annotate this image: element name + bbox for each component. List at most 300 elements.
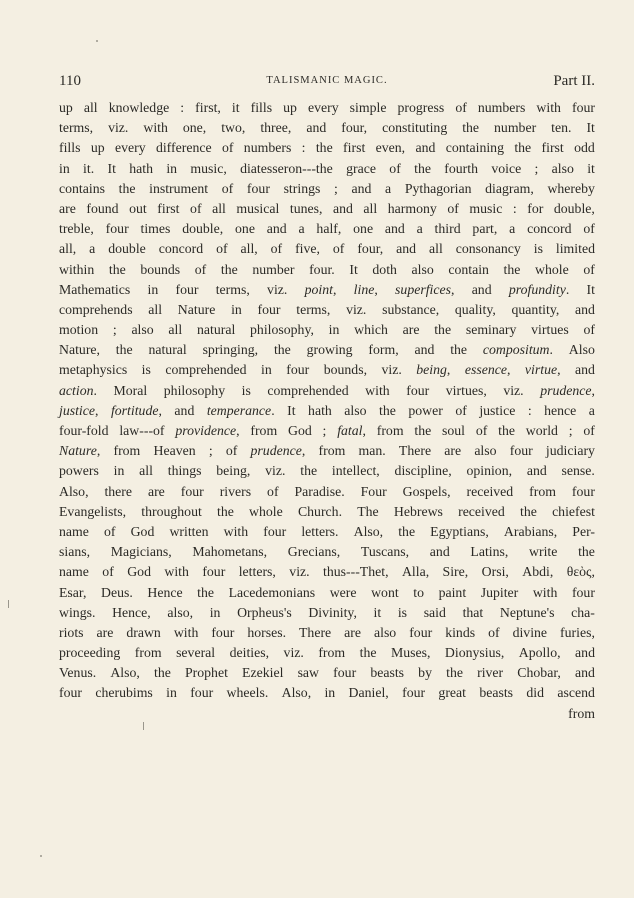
word: in [147, 281, 159, 297]
word: and [575, 301, 595, 317]
word [59, 381, 97, 401]
word: , [332, 281, 337, 297]
scan-speck [96, 40, 98, 42]
word: wings. [59, 604, 96, 620]
word: cha- [571, 604, 595, 620]
word: θεὸς, [566, 564, 595, 580]
word: of [475, 423, 488, 438]
word: all, [240, 241, 258, 257]
word: saw [297, 665, 320, 681]
word: drawn [126, 624, 161, 640]
word: four [572, 100, 595, 115]
word: horses. [247, 624, 287, 640]
word: it [231, 100, 240, 115]
word: contain [448, 261, 489, 277]
word: Egyptians, [430, 523, 489, 539]
word: proceeding [59, 645, 121, 661]
word: Nature, [59, 342, 100, 358]
word: one, [182, 120, 207, 136]
word: It [287, 402, 296, 418]
word [59, 441, 100, 461]
italic-word: essence [464, 362, 507, 378]
word: the [498, 423, 515, 438]
word: opinion, [466, 463, 513, 479]
word [465, 360, 511, 380]
word: music [469, 200, 503, 216]
word: , [236, 423, 240, 438]
word: harmony [387, 200, 437, 216]
word: the [520, 503, 537, 519]
word [111, 401, 162, 421]
word: two, [221, 120, 246, 136]
word: of [455, 402, 467, 418]
word: with [173, 624, 199, 640]
word: of [270, 241, 283, 257]
word: substance, [382, 301, 440, 317]
word: first [541, 140, 564, 156]
word: are [96, 624, 114, 640]
word: sians, [59, 544, 91, 560]
word: of [332, 241, 345, 257]
word: form, [368, 342, 399, 358]
word: for [527, 200, 544, 216]
word: all [363, 200, 378, 216]
word: Also, [110, 665, 140, 681]
word: Church. [297, 503, 343, 519]
word: soul [442, 423, 466, 438]
text-line [59, 280, 595, 300]
word: the [197, 584, 215, 600]
word: and [526, 463, 547, 479]
word: received [458, 503, 505, 519]
word: Also, [281, 685, 312, 701]
word: hath [308, 402, 332, 418]
italic-word: temperance [206, 402, 272, 418]
word: metaphysics [59, 362, 128, 378]
word: diatesseron---the [240, 160, 333, 176]
text-line [59, 663, 595, 683]
word: and [306, 120, 327, 136]
word: motion [59, 322, 99, 338]
italic-word: line [353, 281, 375, 297]
word: God [287, 423, 312, 438]
text-line [59, 482, 595, 502]
word: Moral [113, 382, 148, 398]
word: tunes, [289, 200, 323, 216]
word: letters, [238, 564, 276, 580]
word: every [114, 140, 146, 156]
word: , [557, 362, 561, 378]
word: four, [341, 120, 368, 136]
word: numbers [477, 100, 526, 115]
word: from [529, 483, 556, 499]
word: , [95, 402, 99, 418]
text-line [59, 542, 595, 562]
word: four [509, 443, 533, 459]
word: sense. [561, 463, 595, 479]
word: river [477, 665, 504, 681]
word: rivers [219, 483, 252, 499]
word: ; [534, 160, 539, 176]
word: It [586, 120, 595, 136]
word: fourth [444, 160, 478, 176]
word: concord [527, 221, 572, 237]
word: from [376, 423, 404, 438]
word: containing [445, 140, 504, 156]
word: from [318, 645, 346, 661]
word: first [157, 200, 180, 216]
word: it [373, 604, 382, 620]
word: viz. [381, 362, 402, 378]
word: write [529, 544, 558, 560]
word: beasts [479, 685, 514, 701]
word: the [115, 342, 133, 358]
word: : [301, 140, 306, 156]
text-line [59, 562, 595, 582]
word: intellect, [331, 463, 380, 479]
word: grace [346, 160, 376, 176]
word: half, [316, 221, 342, 237]
text-line [59, 219, 595, 239]
word: one [235, 221, 255, 237]
word: also [344, 402, 367, 418]
word: of [488, 624, 500, 640]
word: quantity, [511, 301, 560, 317]
word: four [257, 301, 281, 317]
word: Hebrews [393, 503, 443, 519]
word: Grecians, [287, 544, 341, 560]
word: is [141, 362, 151, 378]
word: of [194, 261, 207, 277]
word: . [565, 281, 570, 297]
word: concord [158, 241, 204, 257]
word: viz. [283, 645, 304, 661]
word: of [190, 200, 202, 216]
word: four-fold [59, 423, 109, 438]
word: ; [334, 180, 338, 196]
word: It [349, 261, 358, 277]
word: Sire, [442, 564, 469, 580]
word: found [86, 200, 119, 216]
word: written [169, 523, 209, 539]
word: and [415, 140, 436, 156]
word: several [176, 645, 216, 661]
word: Latins, [470, 544, 509, 560]
word: Also, [59, 483, 89, 499]
word: Pythagorian [404, 180, 472, 196]
word: Mathematics [59, 281, 131, 297]
word: with [532, 584, 558, 600]
word: are [344, 624, 361, 640]
word: of [583, 221, 595, 237]
word: voice [491, 160, 522, 176]
word: number [252, 261, 295, 277]
word: wont [371, 584, 399, 600]
word: in [166, 160, 178, 176]
word: of [103, 523, 116, 539]
word: part, [472, 221, 498, 237]
text-line [59, 522, 595, 542]
running-header [59, 73, 595, 95]
italic-word: point [304, 281, 333, 297]
word: ; [112, 322, 117, 338]
word [305, 280, 337, 300]
word: all [83, 100, 98, 115]
word: in [59, 160, 70, 176]
book-page [59, 73, 595, 724]
word: terms, [59, 120, 94, 136]
word: , [96, 443, 101, 459]
word: all [168, 322, 183, 338]
word: Hence, [112, 604, 151, 620]
word: world [525, 423, 558, 438]
word: Daniel, [348, 685, 389, 701]
italic-word: superfices [395, 281, 451, 297]
word: viz. [267, 281, 288, 297]
word: Chobar, [517, 665, 561, 681]
word: from [250, 423, 278, 438]
text-line [59, 98, 595, 118]
word: and [471, 281, 492, 297]
word: God [127, 564, 151, 580]
word: of [389, 160, 401, 176]
word: Neptune's [499, 604, 555, 620]
text-line [59, 239, 595, 259]
text-line [59, 159, 595, 179]
word: also, [167, 604, 194, 620]
word: four [202, 564, 226, 580]
word: . [549, 342, 553, 358]
word: It [586, 281, 595, 297]
part-label: Part II. [553, 73, 595, 89]
word: of [267, 483, 279, 499]
word: : [180, 100, 185, 115]
text-line [59, 643, 595, 663]
word: whereby [547, 180, 595, 196]
word: comprehended [267, 382, 349, 398]
text-line [59, 260, 595, 280]
word: wheels. [226, 685, 269, 701]
word: judiciary [545, 443, 595, 459]
word: four [175, 281, 199, 297]
word: all [428, 241, 443, 257]
word: powers [59, 463, 99, 479]
word: Esar, [59, 584, 87, 600]
word: four [211, 624, 235, 640]
word: in [328, 322, 340, 338]
word [337, 421, 366, 441]
word: musical [236, 200, 280, 216]
word: simple [349, 100, 387, 115]
word: the [153, 665, 171, 681]
word: with [164, 564, 189, 580]
italic-word: being [416, 362, 447, 378]
word: thus---Thet, [323, 564, 389, 580]
word: chiefest [552, 503, 595, 519]
word: instrument [149, 180, 209, 196]
word: the [578, 544, 595, 560]
page-number: 110 [59, 73, 81, 89]
word: knowledge [108, 100, 170, 115]
word: of [447, 200, 459, 216]
word: riots [59, 624, 84, 640]
word: up [90, 140, 105, 156]
word: , [506, 362, 511, 378]
word: power [408, 402, 443, 418]
italic-word: fatal [337, 423, 363, 438]
scan-speck [40, 855, 42, 857]
word: the [446, 665, 463, 681]
word [395, 280, 454, 300]
word: all [139, 463, 153, 479]
word: double, [553, 200, 595, 216]
word: , [362, 423, 366, 438]
text-line [59, 401, 595, 421]
word: four. [309, 261, 335, 277]
text-line [59, 461, 595, 481]
word: from [318, 443, 346, 459]
word [354, 280, 378, 300]
word: viz. [503, 382, 524, 398]
word: all, [59, 241, 77, 257]
word: also [131, 322, 154, 338]
word: and [384, 221, 405, 237]
word: It [107, 160, 116, 176]
word: the [514, 140, 532, 156]
word: out [129, 200, 147, 216]
word: doth [372, 261, 397, 277]
word: name [59, 523, 89, 539]
word: Abdi, [522, 564, 554, 580]
text-line [59, 623, 595, 643]
word: cherubims [95, 685, 153, 701]
catchword: from [568, 705, 595, 721]
word: , [301, 443, 306, 459]
word: in [324, 685, 336, 701]
word: in [113, 463, 125, 479]
word: four [286, 362, 310, 378]
word: a [89, 241, 96, 257]
word: treble, [59, 221, 94, 237]
italic-word: profundity [508, 281, 566, 297]
word [251, 441, 306, 461]
word: first [343, 140, 366, 156]
word: a [588, 402, 595, 418]
word: hath [129, 160, 153, 176]
text-line [59, 421, 595, 441]
word: that [462, 604, 484, 620]
word: , [374, 281, 378, 297]
word: in [209, 604, 221, 620]
text-line [59, 683, 595, 703]
word: and [332, 200, 353, 216]
word: the [414, 160, 431, 176]
word: of [221, 180, 234, 196]
word: in [231, 301, 242, 317]
word: also [411, 261, 434, 277]
word: five, [295, 241, 320, 257]
word: comprehends [59, 301, 133, 317]
word: which [354, 322, 388, 338]
word: Alla, [401, 564, 430, 580]
word: the [450, 342, 468, 358]
word: four [571, 584, 595, 600]
word: . [271, 402, 275, 418]
word: double, [182, 221, 224, 237]
word: growing [306, 342, 353, 358]
word: the [217, 503, 234, 519]
text-line [59, 360, 595, 380]
word: ; [568, 423, 573, 438]
word: the [434, 322, 452, 338]
word: : [527, 402, 532, 418]
word: from [134, 645, 162, 661]
word: Heaven [153, 443, 196, 459]
word: Apollo, [518, 645, 561, 661]
word: by [418, 665, 432, 681]
word: third [434, 221, 461, 237]
word: odd [574, 140, 595, 156]
word: viz. [346, 301, 367, 317]
body-text [59, 98, 595, 724]
word: up [283, 100, 297, 115]
word: four [333, 665, 357, 681]
word: within [59, 261, 95, 277]
word: kinds [445, 624, 476, 640]
word: things [167, 463, 202, 479]
word: of [216, 241, 228, 257]
italic-word: action [59, 382, 94, 398]
word: four [402, 685, 426, 701]
word: and [414, 342, 435, 358]
word: the [398, 523, 416, 539]
word: seminary [465, 322, 517, 338]
italic-word: justice [59, 402, 96, 418]
word: number [494, 120, 537, 136]
word: comprehended [165, 362, 247, 378]
word: : [512, 200, 517, 216]
word: four [180, 483, 204, 499]
word: virtues, [445, 382, 487, 398]
word: and [351, 180, 372, 196]
word: the [300, 463, 318, 479]
word: Evangelists, [59, 503, 127, 519]
word: Also [568, 342, 595, 358]
word: it. [83, 160, 95, 176]
italic-word: providence [175, 423, 237, 438]
word: a [509, 221, 516, 237]
word [525, 360, 561, 380]
word: , [591, 382, 595, 398]
word: God [130, 523, 155, 539]
text-line [59, 381, 595, 401]
word: of [221, 140, 234, 156]
word: difference [155, 140, 212, 156]
scan-speck [143, 722, 144, 730]
text-line [59, 502, 595, 522]
word: discipline, [394, 463, 452, 479]
word: There [398, 443, 432, 459]
word: Jupiter [480, 584, 519, 600]
word: four [190, 685, 214, 701]
text-line [59, 320, 595, 340]
word: justice [479, 402, 516, 418]
word: . [93, 382, 97, 398]
word: progress [397, 100, 445, 115]
word: quality, [454, 301, 496, 317]
text-line [59, 138, 595, 158]
word: a [298, 221, 305, 237]
